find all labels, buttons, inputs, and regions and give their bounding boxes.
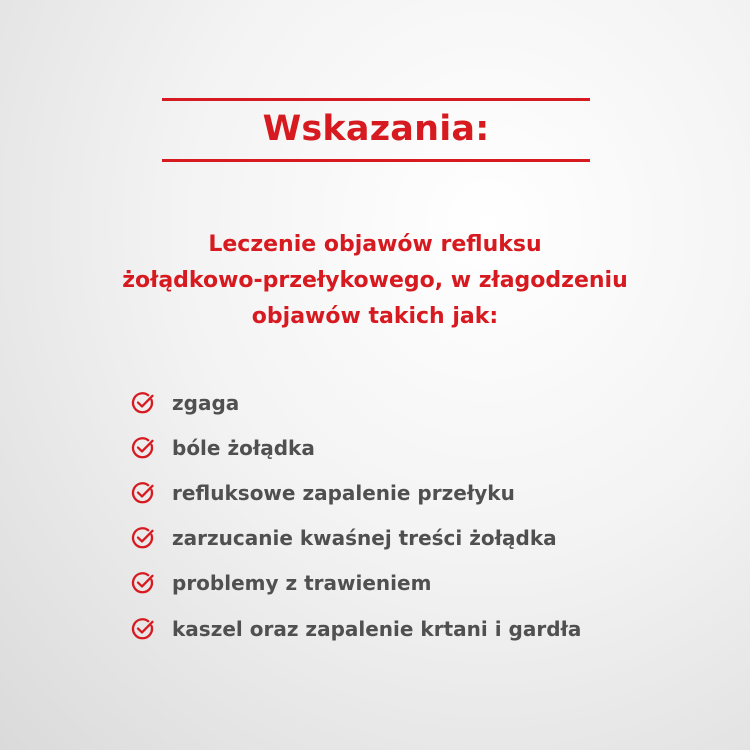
header xyxy=(162,98,590,164)
check-circle-icon xyxy=(130,570,156,596)
top-divider xyxy=(162,98,590,101)
check-circle-icon xyxy=(130,435,156,461)
bottom-divider xyxy=(162,159,590,162)
list-item-text: zgaga xyxy=(172,390,240,415)
list-item xyxy=(130,425,710,470)
list-item-text: bóle żołądka xyxy=(172,435,315,460)
list-item xyxy=(130,606,710,651)
check-circle-icon xyxy=(130,525,156,551)
intro-line-3: objawów takich jak: xyxy=(251,304,499,329)
list-item xyxy=(130,470,710,515)
check-circle-icon xyxy=(130,616,156,642)
list-item xyxy=(130,516,710,561)
list-item-text: kaszel oraz zapalenie krtani i gardła xyxy=(172,616,582,641)
list-item xyxy=(130,561,710,606)
list-item-text: refluksowe zapalenie przełyku xyxy=(172,480,515,505)
intro-line-1: Leczenie objawów refluksu xyxy=(208,232,542,257)
check-circle-icon xyxy=(130,480,156,506)
list-item-text: zarzucanie kwaśnej treści żołądka xyxy=(172,526,557,551)
intro-line-2: żołądkowo-przełykowego, w złagodzeniu xyxy=(122,268,628,293)
list-item-text: problemy z trawieniem xyxy=(172,571,432,596)
page-title: Wskazania: xyxy=(262,109,490,149)
check-circle-icon xyxy=(130,390,156,416)
list-item xyxy=(130,380,710,425)
intro-text xyxy=(40,227,710,335)
symptom-list xyxy=(130,380,710,651)
